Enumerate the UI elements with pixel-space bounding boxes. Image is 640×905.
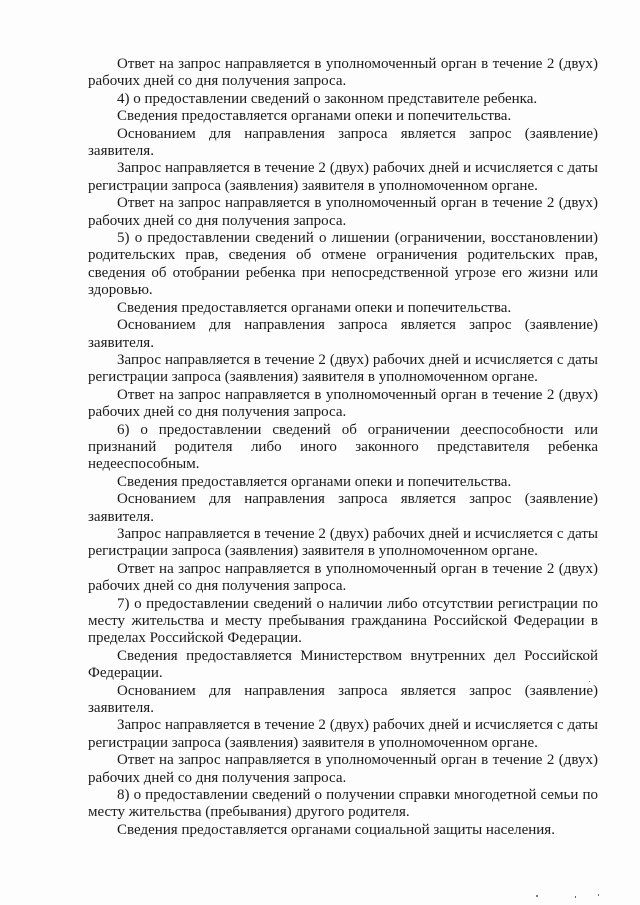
- paragraph-response-deadline: Ответ на запрос направляется в уполномоченный орган в течение 2 (двух) рабочих дней со дня получения запроса.: [88, 195, 598, 229]
- paragraph-basis: Основанием для направления запроса является запрос (заявление) заявителя.: [88, 491, 598, 525]
- scan-speck: [598, 894, 599, 896]
- paragraph-response-deadline: Ответ на запрос направляется в уполномоченный орган в течение 2 (двух) рабочих дней со дня получения запроса.: [88, 752, 598, 786]
- paragraph-item-4-heading: 4) о предоставлении сведений о законном представителе ребенка.: [117, 90, 538, 107]
- paragraph-provider: Сведения предоставляется органами социальной защиты населения.: [117, 821, 555, 838]
- paragraph-request-deadline: Запрос направляется в течение 2 (двух) рабочих дней и исчисляется с даты регистрации запроса (заявления) заявителя в уполномоченном органе.: [88, 351, 598, 386]
- document-text-body: [88, 56, 598, 839]
- paragraph-item-5-heading: 5) о предоставлении сведений о лишении (ограничении, восстановлении) родительских прав, сведения об отмене ограничения родительских прав, сведения об отобрании ребенка при непосредственной угрозе его жизни или здоровью.: [88, 230, 598, 299]
- paragraph-request-deadline: Запрос направляется в течение 2 (двух) рабочих дней и исчисляется с даты регистрации запроса (заявления) заявителя в уполномоченном органе.: [88, 717, 598, 751]
- paragraph-basis: Основанием для направления запроса является запрос (заявление) заявителя.: [88, 125, 598, 160]
- paragraph-response-deadline: Ответ на запрос направляется в уполномоченный орган в течение 2 (двух) рабочих дней со дня получения запроса.: [88, 56, 598, 90]
- paragraph-provider: Сведения предоставляется органами опеки и попечительства.: [117, 108, 512, 125]
- scan-speck: [575, 896, 576, 898]
- scan-speck: [536, 895, 538, 897]
- paragraph-provider: Сведения предоставляется органами опеки и попечительства.: [117, 299, 512, 316]
- paragraph-provider: Сведения предоставляется Министерством внутренних дел Российской Федерации.: [88, 647, 598, 682]
- paragraph-provider: Сведения предоставляется органами опеки и попечительства.: [117, 473, 512, 490]
- paragraph-basis: Основанием для направления запроса является запрос (заявление) заявителя.: [88, 317, 598, 351]
- paragraph-item-7-heading: 7) о предоставлении сведений о наличии либо отсутствии регистрации по месту жительства и месту пребывания гражданина Российской Федерации в пределах Российской Федерации.: [88, 595, 598, 647]
- paragraph-item-8-heading: 8) о предоставлении сведений о получении справки многодетной семьи по месту жительства (пребывания) другого родителя.: [88, 787, 598, 821]
- scan-speck: [589, 681, 590, 682]
- paragraph-item-6-heading: 6) о предоставлении сведений об ограничении дееспособности или признаний родителя либо иного законного представителя ребенка недееспособным.: [88, 421, 598, 473]
- paragraph-response-deadline: Ответ на запрос направляется в уполномоченный орган в течение 2 (двух) рабочих дней со дня получения запроса.: [88, 386, 598, 421]
- paragraph-request-deadline: Запрос направляется в течение 2 (двух) рабочих дней и исчисляется с даты регистрации запроса (заявления) заявителя в уполномоченном органе.: [88, 525, 598, 560]
- paragraph-basis: Основанием для направления запроса является запрос (заявление) заявителя.: [88, 682, 598, 717]
- paragraph-response-deadline: Ответ на запрос направляется в уполномоченный орган в течение 2 (двух) рабочих дней со дня получения запроса.: [88, 560, 598, 595]
- paragraph-request-deadline: Запрос направляется в течение 2 (двух) рабочих дней и исчисляется с даты регистрации запроса (заявления) заявителя в уполномоченном органе.: [88, 160, 598, 194]
